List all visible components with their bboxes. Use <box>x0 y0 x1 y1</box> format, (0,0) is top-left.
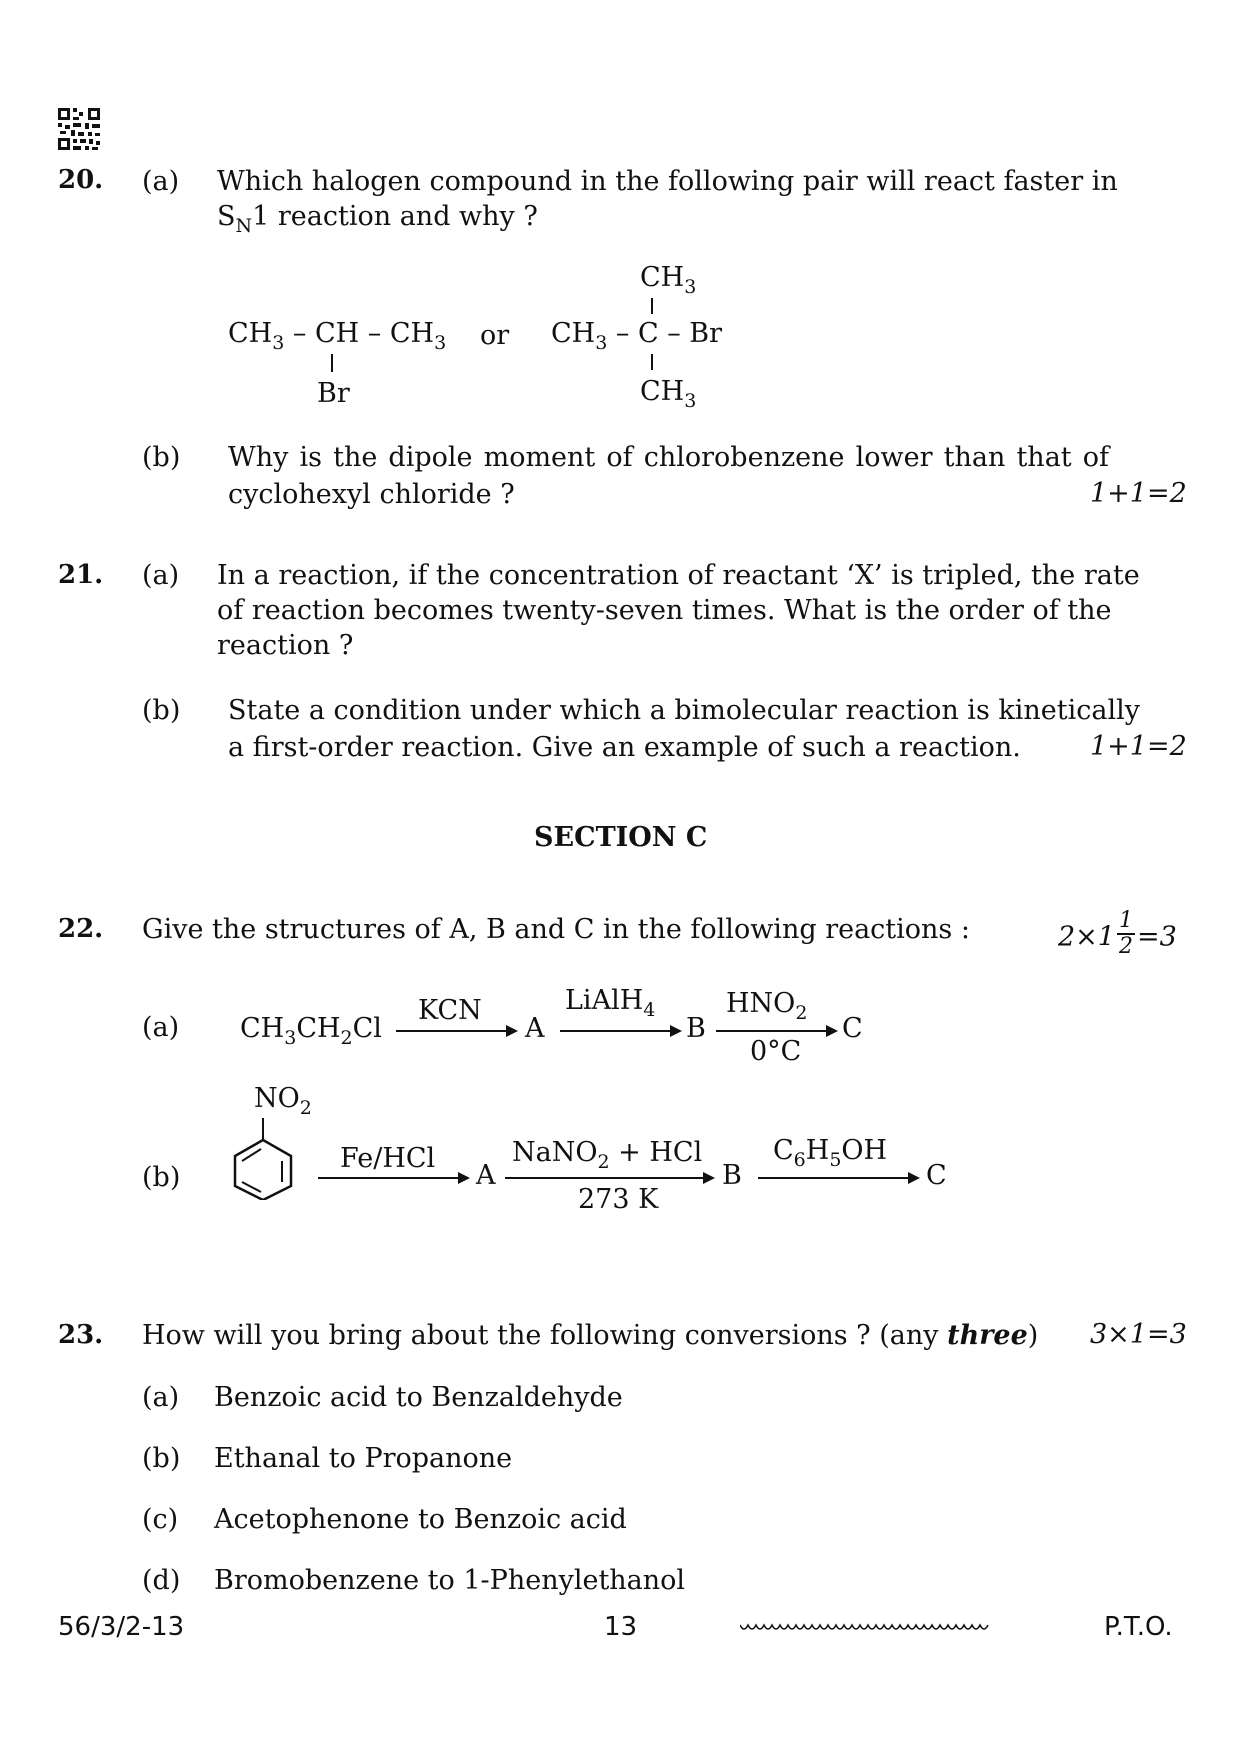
q23-item-c-label: (c) <box>142 1504 179 1535</box>
q23-item-a-label: (a) <box>142 1382 180 1413</box>
qr-code-icon <box>58 108 100 150</box>
sn-rest: 1 reaction and why ? <box>252 201 538 232</box>
q22-a-label: (a) <box>142 1012 180 1043</box>
q23-text <box>142 1318 1038 1353</box>
struct1-br: Br <box>317 378 350 409</box>
q22-b-product-a: A <box>476 1160 496 1191</box>
q22-a-reagent-kcn: KCN <box>418 995 482 1026</box>
q22-a-arrow3 <box>716 1030 828 1032</box>
q21-a-line2: of reaction becomes twenty-seven times. What is the order of the <box>217 595 1112 626</box>
q22-a-arrow2-head <box>670 1025 682 1037</box>
struct2-sub3: 3 <box>595 332 608 354</box>
q21-b-line1: State a condition under which a bimolecular reaction is kinetically <box>228 695 1140 726</box>
q22-a-arrow2 <box>560 1030 672 1032</box>
q22-b-r3-s1: 6 <box>793 1149 806 1171</box>
q22-a-condition-0c: 0°C <box>750 1036 802 1067</box>
q23-text-emphasis: three <box>947 1320 1028 1351</box>
q22-b-no2-p1: NO <box>254 1083 300 1114</box>
struct2-top-bond <box>651 298 653 314</box>
struct2-bottom-ch: CH <box>640 376 685 407</box>
q21-b-label: (b) <box>142 695 181 726</box>
struct2-mid: – C – Br <box>607 318 723 349</box>
q23-text-post: ) <box>1027 1320 1039 1351</box>
section-title: SECTION C <box>534 822 708 853</box>
q22-a-r2-p1: LiAlH <box>565 985 644 1016</box>
question-number-20: 20. <box>58 165 104 195</box>
struct2-top-sub: 3 <box>684 276 697 298</box>
struct2-top-ch: CH <box>640 262 685 293</box>
q22-a-arrow3-head <box>826 1025 838 1037</box>
question-number-22: 22. <box>58 914 104 944</box>
struct1-bond-line <box>331 354 333 372</box>
q23-marks: 3×1=3 <box>1090 1319 1187 1350</box>
q22-a-reactant-p2: CH <box>296 1013 341 1044</box>
q22-a-product-a: A <box>525 1013 545 1044</box>
q22-marks-suffix: =3 <box>1136 921 1177 953</box>
q22-b-r3-p1: C <box>773 1135 794 1166</box>
sn-symbol: S <box>217 201 236 232</box>
q22-b-arrow3 <box>758 1177 910 1179</box>
q20-marks: 1+1=2 <box>1090 478 1187 509</box>
q23-text-pre: How will you bring about the following conversions ? (any <box>142 1320 948 1351</box>
q22-b-r2-s1: 2 <box>597 1151 610 1173</box>
question-number-23: 23. <box>58 1320 104 1350</box>
q21-a-line3: reaction ? <box>217 630 354 661</box>
q22-b-product-b: B <box>722 1160 742 1191</box>
q22-b-arrow2 <box>505 1177 705 1179</box>
q22-a-arrow1-head <box>506 1025 518 1037</box>
struct1-mid: – CH – CH <box>284 318 435 349</box>
footer-page-number: 13 <box>604 1612 638 1642</box>
struct1-sub3: 3 <box>272 332 285 354</box>
q22-b-reagent-fehcl: Fe/HCl <box>340 1143 436 1174</box>
q22-b-arrow3-head <box>908 1172 920 1184</box>
q22-b-no2-s1: 2 <box>299 1097 312 1119</box>
nitrobenzene-ring-icon <box>228 1118 298 1200</box>
q22-b-reagent-phenol <box>773 1135 888 1171</box>
footer-code: 56/3/2-13 <box>58 1612 185 1642</box>
q22-b-r2-p1: NaNO <box>512 1137 598 1168</box>
q20-a-line2 <box>217 199 538 237</box>
struct1-sub3b: 3 <box>434 332 447 354</box>
q20-b-line2: cyclohexyl chloride ? <box>228 479 515 510</box>
q22-text: Give the structures of A, B and C in the following reactions : <box>142 914 970 945</box>
q20-b-line1: Why is the dipole moment of chlorobenzene lower than that of <box>228 442 1109 473</box>
q23-item-d-label: (d) <box>142 1565 181 1596</box>
q22-a-reactant-s1: 3 <box>284 1027 297 1049</box>
footer-pto: P.T.O. <box>1104 1612 1173 1642</box>
struct-tert-butyl-bromide <box>551 318 723 354</box>
struct2-top <box>640 262 697 298</box>
q22-b-r3-p3: OH <box>841 1135 888 1166</box>
q20-a-label: (a) <box>142 166 180 197</box>
question-number-21: 21. <box>58 560 104 590</box>
q22-b-r2-p2: + HCl <box>609 1137 703 1168</box>
q23-item-b-text: Ethanal to Propanone <box>214 1443 513 1474</box>
sn-subscript: N <box>235 215 253 237</box>
q22-b-r3-p2: H <box>805 1135 830 1166</box>
q22-a-arrow1 <box>396 1030 508 1032</box>
wavy-line-icon <box>740 1621 990 1635</box>
struct2-bottom-sub: 3 <box>684 390 697 412</box>
q23-item-b-label: (b) <box>142 1443 181 1474</box>
q22-marks <box>1058 908 1177 963</box>
struct2-ch: CH <box>551 318 596 349</box>
q22-a-r3-s1: 2 <box>795 1002 808 1024</box>
q22-b-product-c: C <box>926 1160 947 1191</box>
struct2-bottom <box>640 376 697 412</box>
q22-a-reagent-lialh4 <box>565 985 656 1021</box>
q22-a-reactant <box>240 1013 382 1049</box>
struct-2-bromopropane <box>228 318 447 354</box>
q22-a-reactant-p1: CH <box>240 1013 285 1044</box>
q22-b-condition-273k: 273 K <box>578 1184 659 1215</box>
struct2-bottom-bond <box>651 354 653 370</box>
q22-b-arrow1-head <box>458 1172 470 1184</box>
q22-a-r2-s1: 4 <box>643 999 656 1021</box>
q22-a-reactant-p3: Cl <box>352 1013 382 1044</box>
q22-b-no2-label <box>254 1083 312 1119</box>
q21-a-line1: In a reaction, if the concentration of reactant ‘X’ is tripled, the rate <box>217 560 1140 591</box>
q23-item-c-text: Acetophenone to Benzoic acid <box>214 1504 627 1535</box>
q22-a-product-b: B <box>686 1013 706 1044</box>
q22-a-reagent-hno2 <box>726 988 808 1024</box>
q22-a-reactant-s2: 2 <box>340 1027 353 1049</box>
q22-b-arrow2-head <box>703 1172 715 1184</box>
q22-b-reagent-nano2-hcl <box>512 1137 703 1173</box>
q23-item-d-text: Bromobenzene to 1-Phenylethanol <box>214 1565 686 1596</box>
q20-a-line1: Which halogen compound in the following pair will react faster in <box>217 166 1118 197</box>
q21-marks: 1+1=2 <box>1090 731 1187 762</box>
q22-b-arrow1 <box>318 1177 460 1179</box>
or-text: or <box>480 320 510 351</box>
q21-a-label: (a) <box>142 560 180 591</box>
q22-b-label: (b) <box>142 1162 181 1193</box>
q22-marks-prefix: 2×1 <box>1058 921 1115 953</box>
q22-a-product-c: C <box>842 1013 863 1044</box>
q22-marks-numerator: 1 <box>1118 908 1133 933</box>
struct1-ch: CH <box>228 318 273 349</box>
q22-marks-fraction <box>1117 909 1135 959</box>
q22-a-r3-p1: HNO <box>726 988 796 1019</box>
q21-b-line2: a first-order reaction. Give an example of such a reaction. <box>228 732 1021 763</box>
q20-b-label: (b) <box>142 442 181 473</box>
q22-b-r3-s2: 5 <box>829 1149 842 1171</box>
q22-marks-denominator: 2 <box>1118 934 1133 959</box>
q23-item-a-text: Benzoic acid to Benzaldehyde <box>214 1382 623 1413</box>
